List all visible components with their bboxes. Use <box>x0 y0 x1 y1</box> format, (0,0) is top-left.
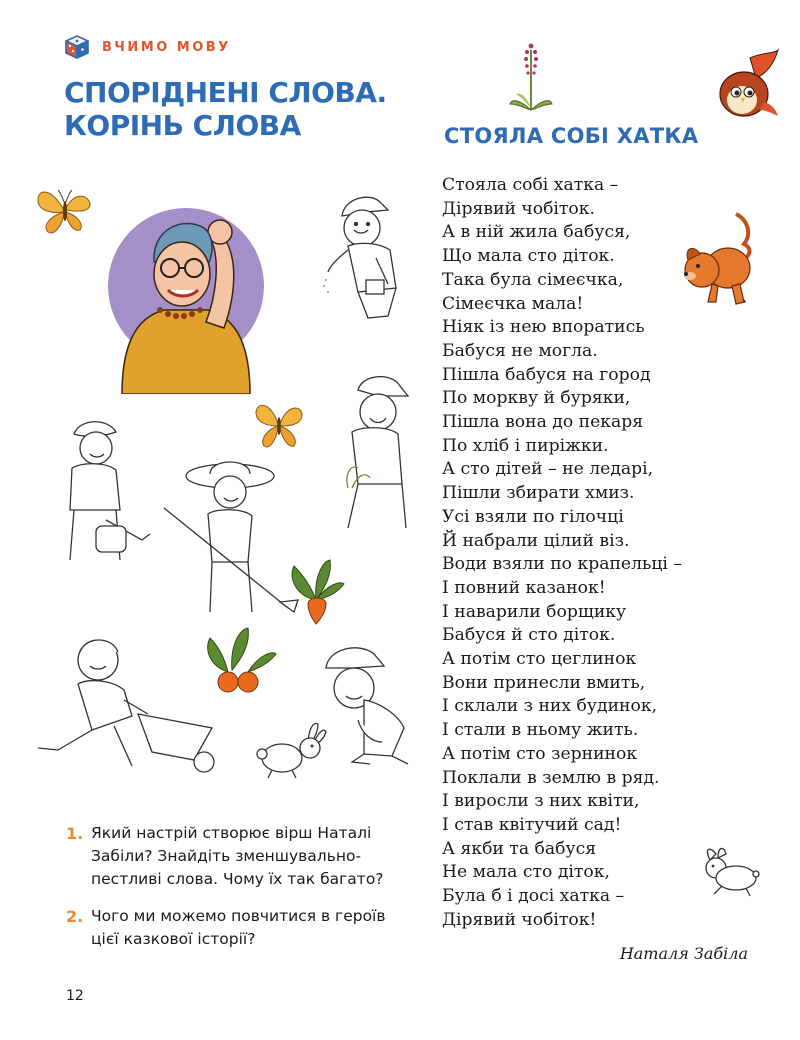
title-line-2: КОРІНЬ СЛОВА <box>64 109 301 142</box>
dice-icon <box>64 34 90 60</box>
poem-line: Пішли збирати хмиз. <box>442 483 635 504</box>
poem-line: Така була сімеєчка, <box>442 269 624 290</box>
poem-line: І стали в ньому жить. <box>442 720 639 741</box>
poem-line: І повний казанок! <box>442 577 606 598</box>
poem-line: Й набрали цілий віз. <box>442 530 630 551</box>
dog-illustration <box>678 210 758 308</box>
question-text: Чого ми можемо повчитися в героїв цієї казкової історії? <box>91 907 386 948</box>
question-number: 1. <box>66 824 84 843</box>
poem-line: Стояла собі хатка – <box>442 175 619 195</box>
poem-line: І наварили борщику <box>442 601 627 622</box>
poem-line: По хліб і пиріжки. <box>442 435 609 456</box>
poem-title: СТОЯЛА СОБІ ХАТКА <box>444 124 699 148</box>
question-text: Який настрій створює вірш Наталі Забіли? Знайдіть зменшувально-пестливі слова. Чому їх так багато? <box>91 824 384 888</box>
boy-wheelbarrow-illustration <box>28 630 220 780</box>
butterfly-illustration <box>254 398 304 450</box>
carrot-illustration <box>286 556 346 626</box>
rabbit-illustration <box>692 846 760 898</box>
poem-line: А сто дітей – не ледарі, <box>442 459 654 480</box>
grandma-illustration <box>104 198 268 394</box>
question-item <box>66 822 396 891</box>
poem-line: Дірявий чобіток! <box>442 909 597 930</box>
section-label: ВЧИМО МОВУ <box>102 39 231 55</box>
poem-line: Що мала сто діток. <box>442 246 615 267</box>
poem-line: Сімеєчка мала! <box>442 293 584 314</box>
poem-line: А якби та бабуся <box>442 838 597 859</box>
title-line-1: СПОРІДНЕНІ СЛОВА. <box>64 76 387 109</box>
poem-line: Бабуся не могла. <box>442 340 598 361</box>
poem-line: І склали з них будинок, <box>442 696 658 717</box>
question-number: 2. <box>66 907 84 926</box>
poem-line: Бабуся й сто діток. <box>442 625 616 646</box>
poem-line: Пішла бабуся на город <box>442 364 651 385</box>
girl-watering-illustration <box>46 410 154 568</box>
boy-sowing-illustration <box>318 188 422 328</box>
poem-line: А в ній жила бабуся, <box>442 222 631 243</box>
poem-line: І виросли з них квіти, <box>442 791 640 812</box>
poem-line: По моркву й буряки, <box>442 388 631 409</box>
page-title <box>64 76 424 142</box>
poem-line: Пішла вона до пекаря <box>442 412 644 433</box>
bird-illustration <box>716 48 780 120</box>
poem-line: А потім сто зернинок <box>442 743 638 764</box>
poem-author: Наталя Забіла <box>619 944 748 963</box>
poem-line: Усі взяли по гілочці <box>442 506 624 527</box>
poem-line: І став квітучий сад! <box>442 814 622 835</box>
question-item <box>66 905 396 951</box>
poem-line: А потім сто цеглинок <box>442 649 637 670</box>
boy-carrying-illustration <box>318 368 422 536</box>
poem-line: Вони принесли вмить, <box>442 672 646 693</box>
poem-line: Води взяли по крапельці – <box>442 554 682 575</box>
page-number: 12 <box>66 988 84 1004</box>
poem-line: Ніяк із нею впоратись <box>442 317 645 338</box>
section-tag <box>64 34 231 60</box>
boy-crouching-illustration <box>308 638 426 768</box>
questions-list <box>66 822 396 965</box>
boy-hoe-illustration <box>160 452 302 620</box>
poem-line: Була б і досі хатка – <box>442 886 625 907</box>
butterfly-illustration <box>34 182 96 238</box>
poem-line: Поклали в землю в ряд. <box>442 767 660 788</box>
poem-line: Не мала сто діток, <box>442 862 610 883</box>
flower-illustration <box>508 38 554 112</box>
poem-line: Дірявий чобіток. <box>442 198 595 219</box>
